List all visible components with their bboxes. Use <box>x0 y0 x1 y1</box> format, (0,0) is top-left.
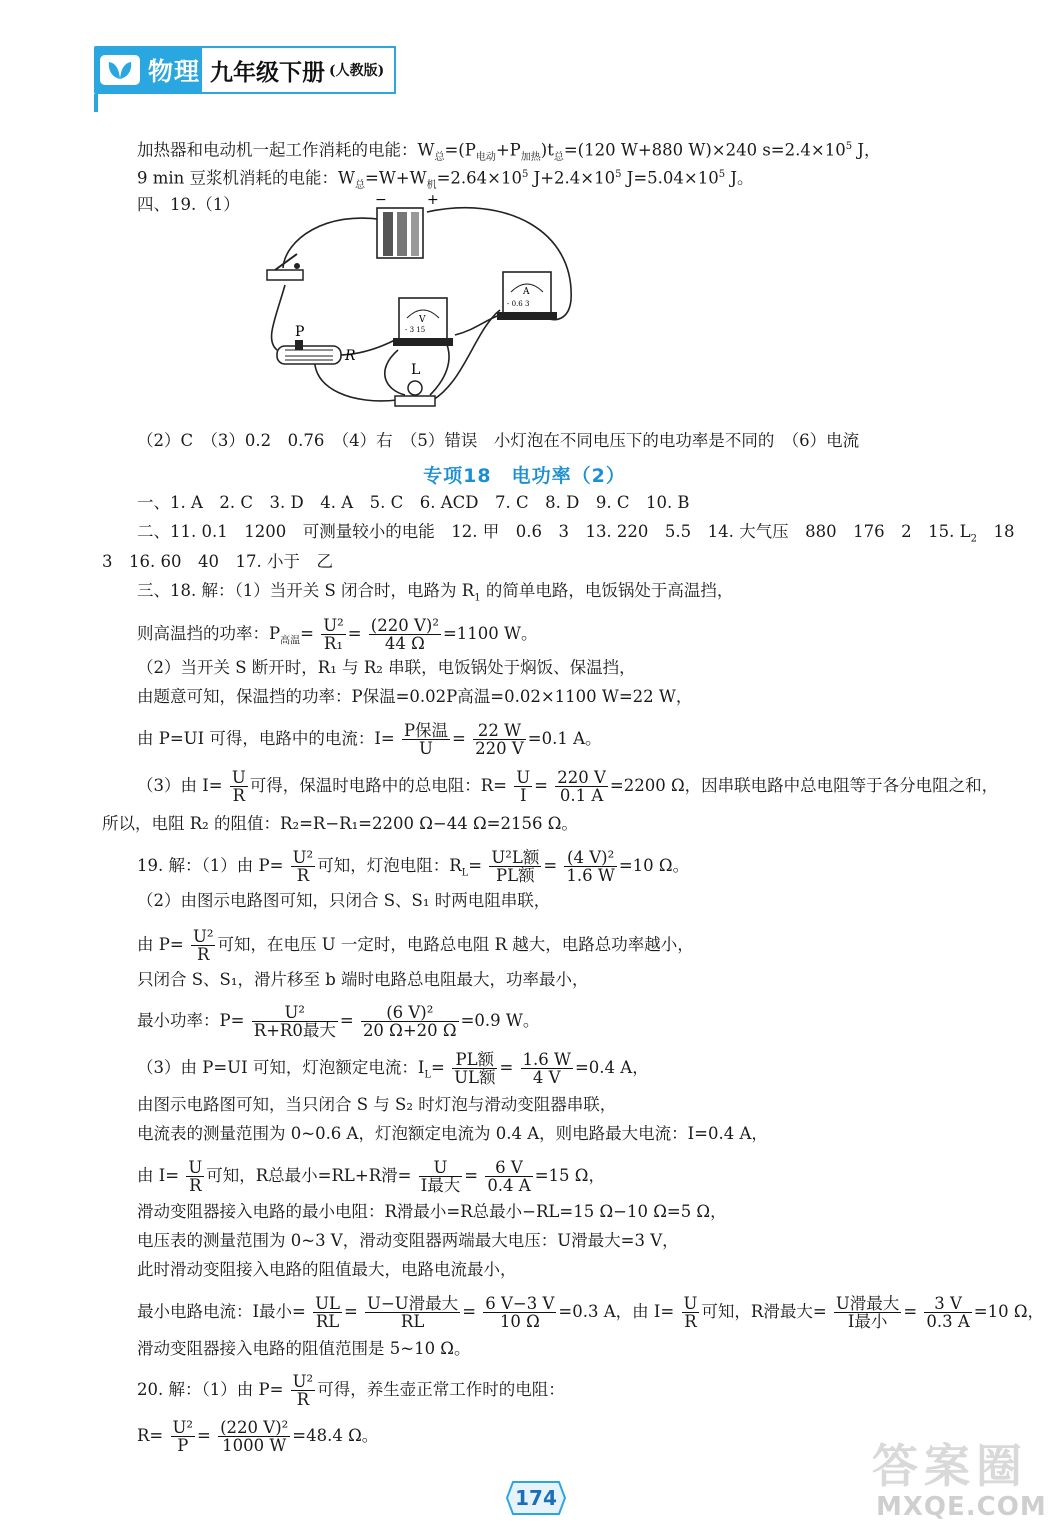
formula-line: R= $\frac{\text{U²}}{P}$ = $\frac{\text{(220 V)²}}{1000 W}$ =48.4 Ω。 <box>137 1418 379 1455</box>
svg-text:L: L <box>411 362 421 378</box>
ammeter-icon <box>497 272 557 320</box>
subject-label: 物理 <box>148 57 201 86</box>
part2-answers-cont: 3 16. 60 40 17. 小于 乙 <box>102 552 333 571</box>
section-title: 专项18 电功率（2） <box>423 465 626 487</box>
voltmeter-icon <box>393 298 453 346</box>
text-line: 电流表的测量范围为 0~0.6 A，灯泡额定电流为 0.4 A，则电路最大电流：I=0.4 A， <box>137 1124 768 1143</box>
text-line: （2）由图示电路图可知，只闭合 S、S₁ 时两电阻串联， <box>137 891 551 910</box>
rheostat-icon <box>277 324 356 364</box>
text-line: 此时滑动变阻接入电路的阻值最大，电路电流最小， <box>137 1260 517 1279</box>
part1-answers: 一、1. A 2. C 3. D 4. A 5. C 6. ACD 7. C 8. D 9. C 10. B <box>137 493 690 512</box>
formula-line: （3）由 P=UI 可知，灯泡额定电流：$I_L=$ $\frac{\text{PL额}}{\text{UL额}}$ = $\frac{1.6 W}{4 V}$ =0.4 A， <box>137 1050 649 1087</box>
formula-line: 则高温挡的功率：$P_{高温}=$ $\frac{\text{U²}}{\text{R₁}}$ = $\frac{\text{(220 V)²}}{44 \Omega}$ =1100 W。 <box>137 616 538 653</box>
svg-text:−: − <box>375 192 387 208</box>
text-line: 电压表的测量范围为 0~3 V，滑动变阻器两端最大电压：U滑最大=3 V， <box>137 1231 679 1250</box>
text-line: 加热器和电动机一起工作消耗的电能：$W_总=(P_{电动}+P_{加热})t_总=(120$ W+880 W)×240 $s=2.4\times 10^5$ J， <box>137 140 881 163</box>
leaf-book-icon <box>100 55 140 85</box>
svg-text:P: P <box>295 324 305 340</box>
formula-line: 19. 解：（1）由 P= $\frac{\text{U²}}{R}$ 可知，灯泡电阻：$R_L=$ $\frac{\text{U²L额}}{\text{PL额}}$ = $\frac{\text{(4 V)²}}{1.6 W}$ =10 Ω。 <box>137 848 690 885</box>
formula-line: 最小电路电流：I最小= $\frac{UL}{RL}$ = $\frac{\text{U−U滑最大}}{RL}$ = $\frac{6 V-3 V}{10 \Omega}$ =0.3 A，由 I= $\frac{U}{R}$ 可知，R滑最大= $\frac{\text{U滑最大}}{\text{I最小}}$ = $\frac{3 V}{0.3 A}$ =10 Ω， <box>137 1294 1045 1331</box>
text-line: 滑动变阻器接入电路的最小电阻：R滑最小=R总最小−RL=15 Ω−10 Ω=5 Ω， <box>137 1202 727 1221</box>
svg-text:A: A <box>523 287 530 297</box>
formula-line: （3）由 I= $\frac{U}{R}$ 可得，保温时电路中的总电阻：R= $\frac{U}{I}$ = $\frac{220 V}{0.1 A}$ =2200 Ω，因串联电路中总电阻等于各分电阻之和， <box>137 768 999 805</box>
text-line: 9 min 豆浆机消耗的电能：$W_总=W+W_机=2.64\times 10^5$ $J+2.4\times 10^5$ $J=5.04\times 10^5$ J。 <box>137 168 754 191</box>
svg-text:R: R <box>345 348 356 364</box>
page-header <box>94 46 396 94</box>
formula-line: 由 P=UI 可得，电路中的电流：I= $\frac{\text{P保温}}{U}$ = $\frac{22 W}{220 V}$ =0.1 A。 <box>137 721 602 758</box>
formula-line: 由 P= $\frac{\text{U²}}{R}$ 可知，在电压 U 一定时，电路总电阻 R 越大，电路总功率越小， <box>137 927 694 964</box>
text-line: 只闭合 S、S₁，滑片移至 b 端时电路总电阻最大，功率最小， <box>137 970 589 989</box>
watermark: 答案圈 MXQE.COM <box>872 1439 1047 1522</box>
battery-icon <box>375 192 439 258</box>
text-line: 三、18. 解：（1）当开关 S 闭合时，电路为 $R_1$ 的简单电路，电饭锅处于高温挡， <box>137 581 734 604</box>
text-line: 滑动变阻器接入电路的阻值范围是 5~10 Ω。 <box>137 1339 471 1358</box>
text-line: （2）当开关 S 断开时，R₁ 与 R₂ 串联，电饭锅处于焖饭、保温挡， <box>137 658 636 677</box>
answers-line: （2）C （3）0.2 0.76 （4）右 （5）错误 小灯泡在不同电压下的电功率是不同的 （6）电流 <box>137 431 860 450</box>
question-label: 四、19.（1） <box>137 195 240 214</box>
edition-label: (人教版) <box>329 63 385 79</box>
grade-box <box>202 46 396 94</box>
grade-label: 九年级下册 <box>210 58 325 86</box>
svg-text:- 3 15: - 3 15 <box>405 326 426 334</box>
lamp-icon <box>395 362 435 406</box>
text-line: 由图示电路图可知，当只闭合 S 与 S₂ 时灯泡与滑动变阻器串联， <box>137 1095 617 1114</box>
formula-line: 由 I= $\frac{U}{R}$ 可知，R总最小=RL+R滑= $\frac{U}{\text{I最大}}$ = $\frac{6 V}{0.4 A}$ =15 Ω， <box>137 1158 605 1195</box>
part2-answers: 二、11. 0.1 1200 可测量较小的电能 12. 甲 0.6 3 13. 220 5.5 14. 大气压 880 176 2 15. $L_2$ 18 <box>137 522 1015 545</box>
formula-line: 20. 解：（1）由 P= $\frac{\text{U²}}{R}$ 可得，养生壶正常工作时的电阻： <box>137 1372 565 1409</box>
header-accent-bar <box>94 94 98 112</box>
text-line: 所以，电阻 R₂ 的阻值：R₂=R−R₁=2200 Ω−44 Ω=2156 Ω。 <box>102 814 578 833</box>
svg-text:- 0.6 3: - 0.6 3 <box>507 300 530 308</box>
subject-banner <box>94 46 202 94</box>
svg-text:V: V <box>419 315 426 325</box>
formula-line: 最小功率：P= $\frac{\text{U²}}{\text{R+R0最大}}$ = $\frac{\text{(6 V)²}}{20 \Omega+20 \Omega}$ =0.9 W。 <box>137 1003 540 1040</box>
page-number-badge <box>505 1478 567 1518</box>
svg-text:+: + <box>427 192 439 208</box>
page-number: 174 <box>515 1486 557 1510</box>
circuit-diagram <box>255 190 585 420</box>
text-line: 由题意可知，保温挡的功率：P保温=0.02P高温=0.02×1100 W=22 W， <box>137 687 693 706</box>
